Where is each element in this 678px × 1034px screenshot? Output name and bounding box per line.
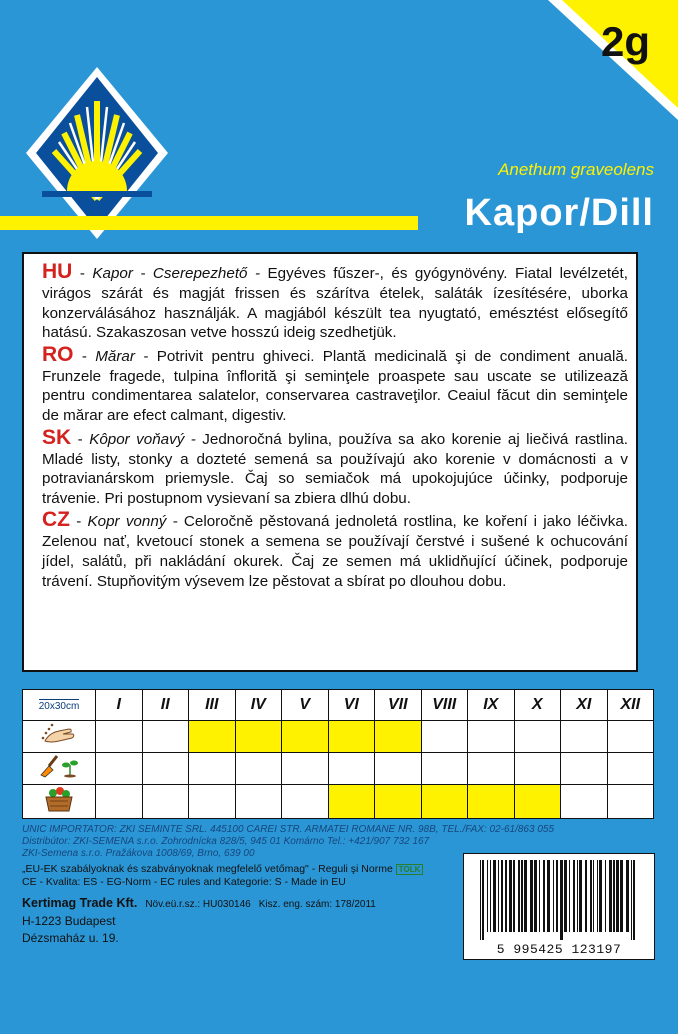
calendar-cell — [142, 785, 189, 819]
description-hu: HU - Kapor - Cserepezhető - Egyéves fűszer-, és gyógynövény. Fiatal levélzetét, virágos szárát és magját frissen és szárítva ételek, saláták ízesítésére, uborka konzerválásához használják. A magjából készült tea nyugtató, emésztést elősegítő hatású. Szakaszosan vetve hosszú ideig szedhetjük. — [42, 260, 628, 342]
barcode-bar — [620, 860, 623, 932]
calendar-cell — [607, 753, 654, 785]
distributor-info — [22, 895, 376, 947]
calendar-row-sowing — [23, 721, 654, 753]
barcode-bar — [569, 860, 570, 932]
header-stripe — [0, 216, 418, 230]
barcode-bar — [579, 860, 582, 932]
calendar-cell — [375, 785, 422, 819]
calendar-cell — [421, 753, 468, 785]
description-ro: RO - Mărar - Potrivit pentru ghiveci. Plantă medicinală şi de condiment anuală. Frunzele fragede, tulpina înflorită şi seminţele proaspete sau uscate se utilizează pentru condimentarea salatelor, conservarea castraveţilor. Ceaiul făcut din seminţele de mărar are efect calmant, digestiv. — [42, 342, 628, 424]
barcode-bar — [501, 860, 503, 932]
calendar-cell — [607, 785, 654, 819]
calendar-cell — [468, 753, 515, 785]
month-label: III — [189, 690, 236, 721]
description-text-cz: Celoročně pěstovaná jednoletá rostlina, ke koření i jako léčivka. Zelenou nať, kvetoucí stonek a semena se používají čerstvé i sušené k ochucování jídel, salátů, při nakládání okurek. Čaj ze semen má uklidňující účinek, podporuje trávení. Stupňovitým výsevem lze pěstovat a sbírat po dlouhou dobu. — [42, 513, 629, 590]
barcode-bar — [626, 860, 629, 932]
harvest-basket-icon — [23, 785, 96, 819]
registration-1: Növ.eü.r.sz.: HU030146 — [145, 899, 251, 910]
calendar-cell — [514, 753, 561, 785]
package-weight: 2g — [600, 18, 650, 65]
barcode-number: 5 995425 123197 — [496, 942, 622, 957]
month-label: IV — [235, 690, 282, 721]
barcode-bar — [553, 860, 554, 932]
barcode-bar — [599, 860, 602, 932]
description-text-sk: Jednoročná bylina, používa sa ako korenie aj liečivá rastlina. Mladé listy, stonky a dozteté semená sa používajú ako korenie v domácnosti a v potravianárskom priemysle. Čaj so semiačok má upokojujúce účinky, podporuje trávenie. Pri postupnom vysievaní sa zbiera dlhú dobu. — [42, 430, 629, 507]
calendar-cell — [142, 753, 189, 785]
barcode-bar — [543, 860, 545, 932]
calendar-cell — [235, 785, 282, 819]
plant-name-hu: Kapor - Cserepezhető - — [92, 265, 261, 282]
calendar-cell — [421, 721, 468, 753]
plant-name-sk: Kôpor voňavý - — [89, 430, 196, 448]
sun-logo-icon — [22, 63, 172, 241]
lang-code-ro: RO — [42, 342, 74, 366]
month-label: VIII — [421, 690, 468, 721]
calendar-cell — [96, 785, 143, 819]
barcode-bar — [556, 860, 558, 932]
barcode-bar — [633, 860, 635, 940]
barcode-bar — [590, 860, 592, 932]
calendar-cell — [96, 721, 143, 753]
regulation-line-2: CE - Kvalita: ES - EG-Norm - EC rules and Kategorie: S - Made in EU — [22, 875, 346, 888]
calendar-cell — [235, 721, 282, 753]
calendar-cell — [468, 721, 515, 753]
calendar-cell — [328, 753, 375, 785]
barcode-bar — [487, 860, 488, 932]
calendar-cell — [189, 753, 236, 785]
calendar-cell — [468, 785, 515, 819]
address-line-2: Dézsmaház u. 19. — [22, 931, 119, 945]
barcode-bar — [534, 860, 537, 932]
barcode-bar — [573, 860, 575, 932]
barcode-bar — [505, 860, 507, 932]
description-text-ro: Potrivit pentru ghiveci. Plantă medicinală şi de condiment anuală. Frunzele fragede, tulpina înflorită şi seminţele proaspete sau uscate se utilizează pentru condimentarea salatelor, conservarea castraveţilor. Ceaiul făcut din seminţele de mărar are efect calmant, digestiv. — [42, 347, 628, 424]
spacing-cell — [23, 690, 96, 721]
lang-code-sk: SK — [42, 425, 72, 449]
calendar-cell — [375, 721, 422, 753]
importer-line: Distribútor: ZKI-SEMENA s.r.o. Žohrodnícka 828/5, 945 01 Komárno Tel.: +421/907 732 167 — [22, 836, 430, 847]
regulation-line-1: „EU-EK szabályoknak és szabványoknak megfelelő vetőmag" - Reguli şi Norme — [22, 863, 393, 875]
planting-trowel-icon — [23, 753, 96, 785]
product-title: Kapor/Dill — [464, 192, 654, 234]
calendar-cell — [607, 721, 654, 753]
barcode-bar — [539, 860, 540, 932]
barcode-bar — [631, 860, 632, 940]
weight-corner — [548, 0, 678, 120]
calendar-cell — [142, 721, 189, 753]
barcode-bar — [490, 860, 491, 932]
sowing-hand-icon — [23, 721, 96, 753]
barcode-bars — [478, 860, 640, 940]
barcode-bar — [518, 860, 520, 932]
month-label: XII — [607, 690, 654, 721]
spacing-label: 20x30cm — [38, 701, 80, 712]
month-label: X — [514, 690, 561, 721]
calendar-cell — [235, 753, 282, 785]
calendar-cell — [561, 753, 608, 785]
calendar-header-row — [23, 690, 654, 721]
barcode-bar — [564, 860, 567, 932]
barcode-bar — [616, 860, 619, 932]
plant-name-ro: Mărar - — [95, 347, 149, 365]
calendar-cell — [282, 785, 329, 819]
barcode-bar — [521, 860, 523, 932]
calendar-cell — [561, 785, 608, 819]
barcode-bar — [530, 860, 533, 932]
address-line-1: H-1223 Budapest — [22, 914, 116, 928]
calendar-cell — [189, 721, 236, 753]
lang-code-cz: CZ — [42, 508, 70, 532]
barcode-bar — [524, 860, 527, 932]
month-label: IX — [468, 690, 515, 721]
sowing-calendar — [22, 689, 654, 819]
barcode-bar — [509, 860, 512, 932]
barcode-bar — [593, 860, 594, 932]
barcode-bar — [560, 860, 563, 940]
description-text-hu: Egyéves fűszer-, és gyógynövény. Fiatal levélzetét, virágos szárát és magját frissen és szárítva ételek, saláták ízesítésére, uborka konzerválásához használják. A magjából készült tea nyugtató, emésztést elősegítő hatású. Szakaszosan vetve hosszú ideig szedhetjük. — [42, 265, 628, 342]
latin-name: Anethum graveolens — [498, 160, 654, 179]
barcode-bar — [609, 860, 612, 932]
barcode-bar — [482, 860, 484, 940]
barcode-bar — [577, 860, 578, 932]
calendar-cell — [282, 753, 329, 785]
barcode — [463, 853, 655, 960]
barcode-bar — [547, 860, 550, 932]
calendar-cell — [282, 721, 329, 753]
calendar-cell — [561, 721, 608, 753]
plant-name-cz: Kopr vonný - — [87, 513, 178, 531]
barcode-bar — [597, 860, 598, 932]
barcode-bar — [513, 860, 515, 932]
barcode-bar — [605, 860, 606, 932]
calendar-cell — [328, 721, 375, 753]
barcode-bar — [480, 860, 481, 940]
month-label: VII — [375, 690, 422, 721]
lang-code-hu: HU — [42, 260, 73, 283]
month-label: XI — [561, 690, 608, 721]
regulation-info — [22, 863, 462, 888]
importer-line: ZKI-Semena s.r.o. Pražákova 1008/69, Brno, 639 00 — [22, 848, 255, 859]
barcode-bar — [493, 860, 496, 932]
company-name: Kertimag Trade Kft. — [22, 896, 138, 910]
description-box — [22, 252, 638, 672]
calendar-cell — [514, 785, 561, 819]
calendar-row-harvest — [23, 785, 654, 819]
month-label: II — [142, 690, 189, 721]
barcode-bar — [498, 860, 499, 932]
description-sk: SK - Kôpor voňavý - Jednoročná bylina, používa sa ako korenie aj liečivá rastlina. Mladé listy, stonky a dozteté semená sa používajú ako korenie v domácnosti a v potravianárskom priemysle. Čaj so semiačok má upokojujúce účinky, podporuje trávenie. Pri postupnom vysievaní sa zbiera dlhú dobu. — [42, 425, 629, 507]
importer-line: UNIC IMPORTATOR: ZKI SEMINTE SRL. 445100 CAREI STR. ARMATEI ROMÂNE NR. 98B, TEL./FAX: 02-61/863 055 — [22, 824, 555, 835]
calendar-cell — [96, 753, 143, 785]
calendar-cell — [514, 721, 561, 753]
calendar-row-planting — [23, 753, 654, 785]
barcode-bar — [613, 860, 615, 932]
tolk-logo: TOLK — [396, 864, 424, 875]
calendar-cell — [375, 753, 422, 785]
calendar-cell — [328, 785, 375, 819]
registration-2: Kisz. eng. szám: 178/2011 — [258, 899, 376, 910]
month-label: I — [96, 690, 143, 721]
calendar-cell — [189, 785, 236, 819]
month-label: VI — [328, 690, 375, 721]
calendar-cell — [421, 785, 468, 819]
barcode-bar — [585, 860, 587, 932]
month-label: V — [282, 690, 329, 721]
description-cz: CZ - Kopr vonný - Celoročně pěstovaná jednoletá rostlina, ke koření i jako léčivka. Zelenou nať, kvetoucí stonek a semena se používají čerstvé i sušené k ochucování jídel, salátů, při nakládání okurek. Čaj ze semen má uklidňující účinek, podporuje trávení. Stupňovitým výsevem lze pěstovat a sbírat po dlouhou dobu. — [42, 508, 629, 590]
